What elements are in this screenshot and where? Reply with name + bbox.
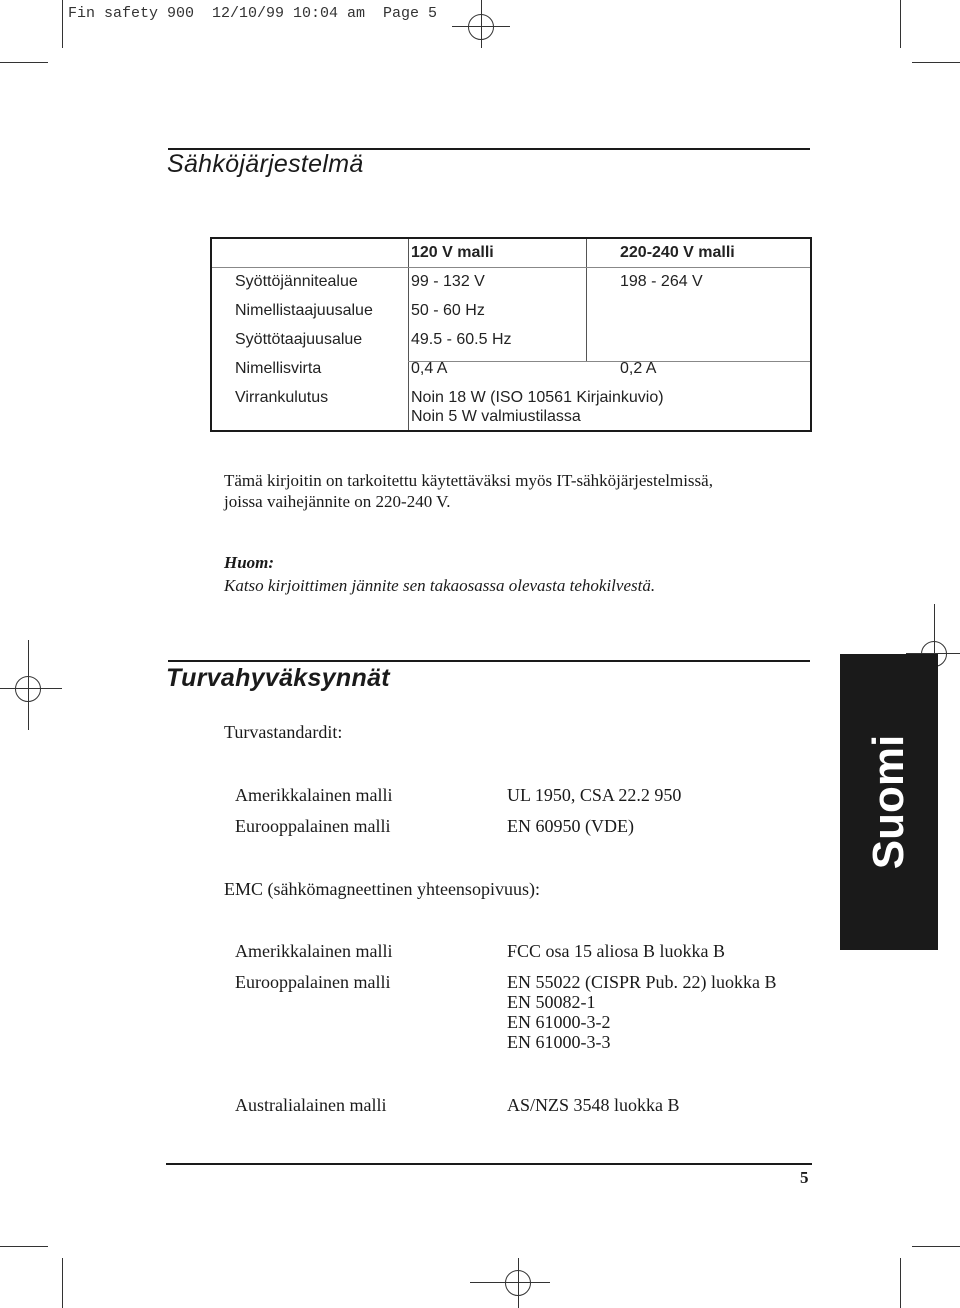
cell-value: 49.5 - 60.5 Hz (411, 331, 512, 348)
note-title: Huom: (224, 553, 275, 572)
cell-value: 0,2 A (620, 360, 657, 377)
row-label: Virrankulutus (235, 389, 329, 406)
cell-value: 99 - 132 V (411, 273, 485, 290)
registration-mark (468, 14, 494, 40)
language-tab (840, 654, 938, 950)
note-body: Katso kirjoittimen jännite sen takaosassa olevasta tehokilvestä. (224, 576, 656, 595)
standard-value: AS/NZS 3548 luokka B (507, 1095, 680, 1115)
standard-value: FCC osa 15 aliosa B luokka B (507, 941, 726, 961)
print-slug: Fin safety 900 12/10/99 10:04 am Page 5 (68, 5, 438, 22)
cell-value: 0,4 A (411, 360, 448, 377)
model-name: Australialainen malli (235, 1095, 387, 1115)
section-title-approvals: Turvahyväksynnät (166, 664, 390, 692)
paragraph-line: Tämä kirjoitin on tarkoitettu käytettäväksi myös IT-sähköjärjestelmissä, (224, 471, 713, 490)
model-name: Eurooppalainen malli (235, 816, 391, 836)
column-header-120v: 120 V malli (411, 244, 494, 261)
registration-mark (15, 676, 41, 702)
paragraph-line: joissa vaihejännite on 220-240 V. (224, 492, 451, 511)
cell-value: 50 - 60 Hz (411, 302, 485, 319)
section-rule (168, 660, 810, 662)
column-header-230v: 220-240 V malli (620, 244, 735, 261)
cell-value: 198 - 264 V (620, 273, 703, 290)
standard-value: UL 1950, CSA 22.2 950 (507, 785, 682, 805)
crop-mark (900, 0, 901, 48)
crop-mark (912, 62, 960, 63)
row-label: Syöttöjännitealue (235, 273, 358, 290)
standard-value: EN 60950 (VDE) (507, 816, 634, 836)
row-label: Syöttötaajuusalue (235, 331, 363, 348)
language-tab-label: Suomi (864, 734, 913, 870)
registration-mark (505, 1270, 531, 1296)
crop-mark (912, 1246, 960, 1247)
standard-value: EN 55022 (CISPR Pub. 22) luokka B (507, 972, 777, 992)
model-name: Eurooppalainen malli (235, 972, 391, 992)
model-name: Amerikkalainen malli (235, 785, 393, 805)
crop-mark (62, 1258, 63, 1308)
crop-mark (0, 62, 48, 63)
cell-value: Noin 18 W (ISO 10561 Kirjainkuvio) (411, 389, 664, 406)
standard-value: EN 61000-3-2 (507, 1012, 611, 1032)
crop-mark (900, 1258, 901, 1308)
row-label: Nimellistaajuusalue (235, 302, 373, 319)
crop-mark (0, 1246, 48, 1247)
crop-mark (62, 0, 63, 48)
row-label: Nimellisvirta (235, 360, 322, 377)
page-number: 5 (800, 1168, 809, 1187)
emc-label: EMC (sähkömagneettinen yhteensopivuus): (224, 879, 540, 899)
section-title-electrical: Sähköjärjestelmä (167, 150, 364, 178)
standard-value: EN 50082-1 (507, 992, 596, 1012)
standard-value: EN 61000-3-3 (507, 1032, 611, 1052)
cell-value: Noin 5 W valmiustilassa (411, 408, 581, 425)
electrical-spec-table (210, 237, 812, 432)
model-name: Amerikkalainen malli (235, 941, 393, 961)
footer-rule (166, 1163, 812, 1165)
safety-label: Turvastandardit: (224, 722, 343, 742)
